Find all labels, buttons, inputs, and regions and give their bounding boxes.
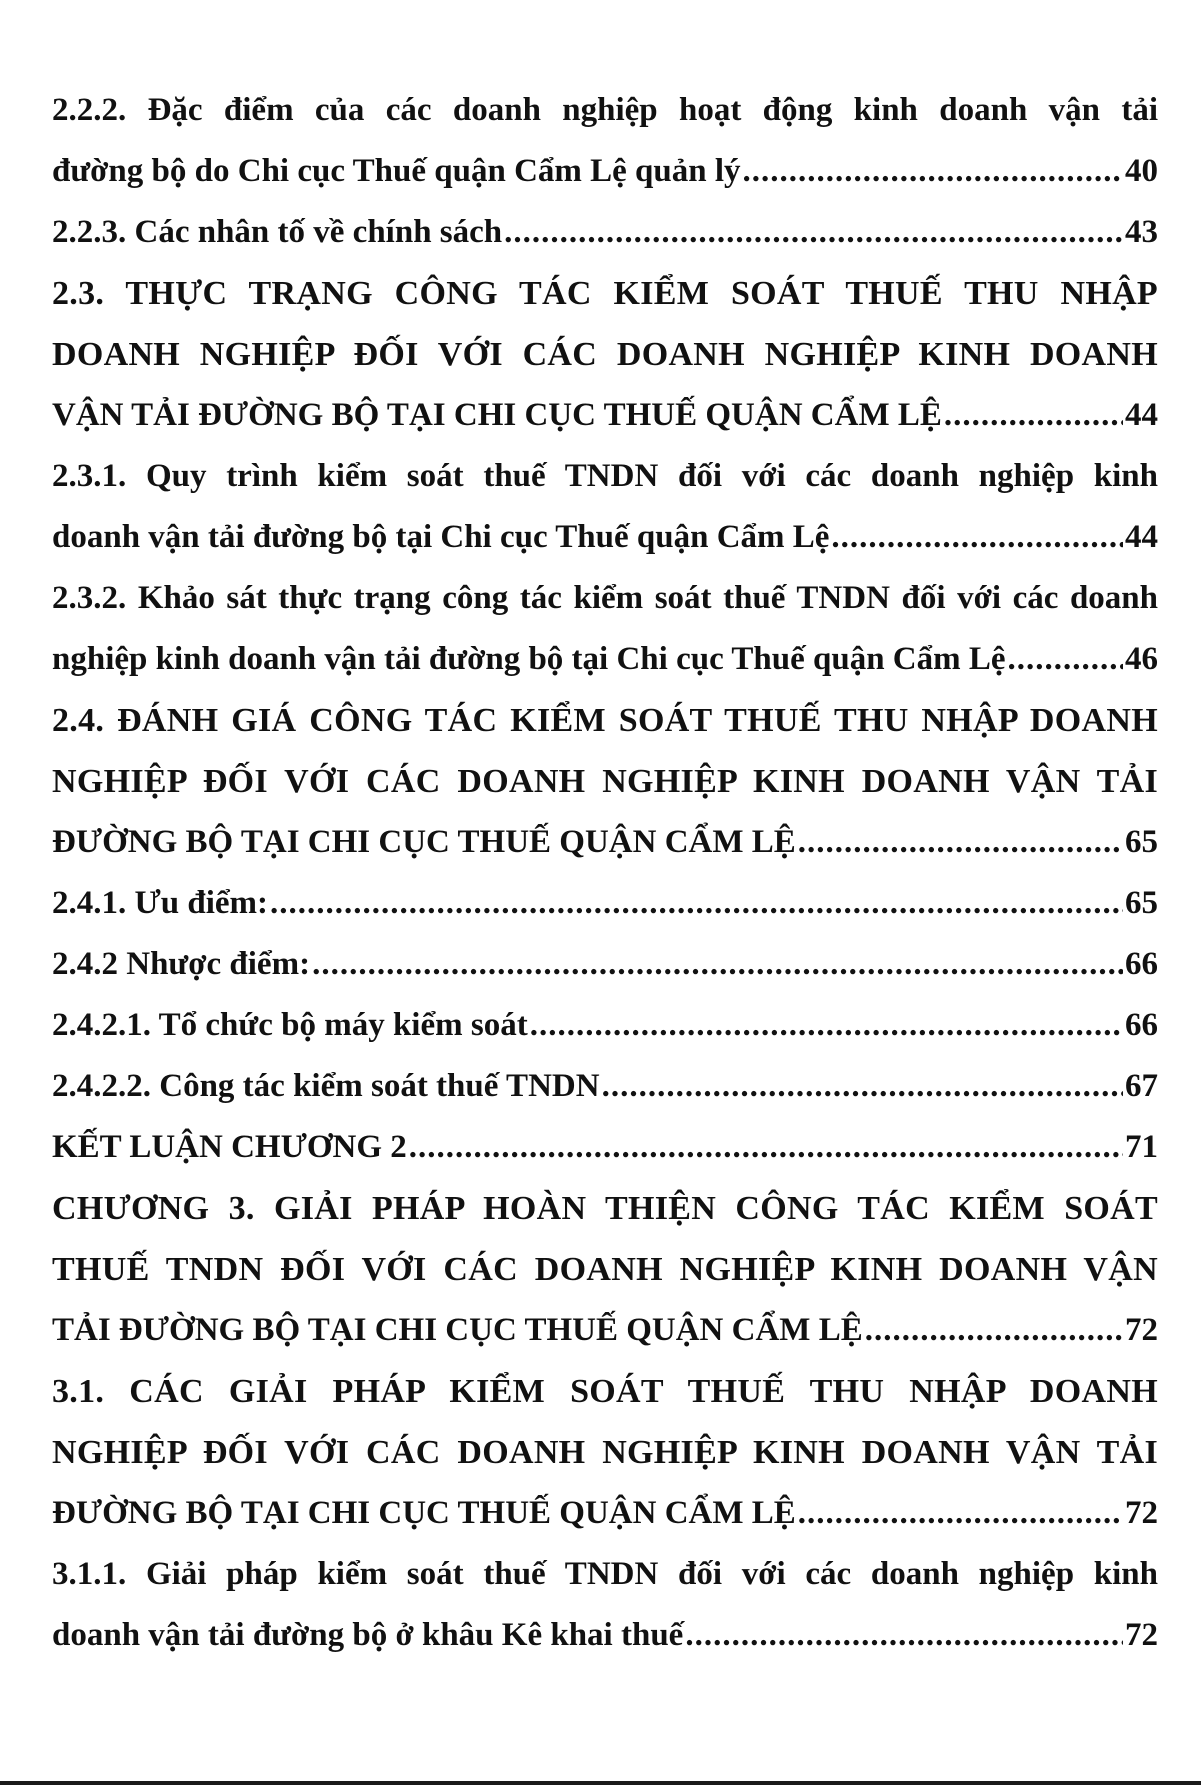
toc-page-number: 40 [1125, 153, 1158, 189]
toc-entry [52, 1178, 1158, 1361]
toc-entry-text: NGHIỆP ĐỐI VỚI CÁC DOANH NGHIỆP KINH DOANH VẬN TẢI [52, 1434, 1158, 1471]
toc-entry-line [52, 1605, 1158, 1666]
toc-entry-text: 2.4. ĐÁNH GIÁ CÔNG TÁC KIỂM SOÁT THUẾ THU NHẬP DOANH [52, 702, 1158, 739]
toc-entry-text: doanh vận tải đường bộ ở khâu Kê khai thuế [52, 1617, 684, 1653]
toc-entry-text: 3.1. CÁC GIẢI PHÁP KIỂM SOÁT THUẾ THU NHẬP DOANH [52, 1373, 1158, 1410]
toc-entry-text: NGHIỆP ĐỐI VỚI CÁC DOANH NGHIỆP KINH DOANH VẬN TẢI [52, 763, 1158, 800]
dot-leader [831, 507, 1123, 568]
dot-leader [504, 202, 1123, 263]
toc-entry [52, 1361, 1158, 1544]
toc-entry-line [52, 812, 1158, 873]
toc-entry-line [52, 1239, 1158, 1300]
toc-entry-line [52, 141, 1158, 202]
toc-entry-text: 2.3.2. Khảo sát thực trạng công tác kiểm soát thuế TNDN đối với các doanh [52, 580, 1158, 616]
toc-entry-text: 2.3. THỰC TRẠNG CÔNG TÁC KIỂM SOÁT THUẾ THU NHẬP [52, 275, 1158, 312]
toc-entry [52, 80, 1158, 202]
dot-leader [944, 385, 1123, 446]
toc-entry-line [52, 1300, 1158, 1361]
toc-entry-text: nghiệp kinh doanh vận tải đường bộ tại Chi cục Thuế quận Cẩm Lệ [52, 641, 1006, 677]
toc-page-number: 67 [1125, 1068, 1158, 1104]
toc-page-number: 43 [1125, 214, 1158, 250]
toc-page-number: 66 [1125, 946, 1158, 982]
toc-entry [52, 568, 1158, 690]
toc-page-number: 44 [1125, 397, 1158, 433]
toc-entry-text: 2.2.2. Đặc điểm của các doanh nghiệp hoạt động kinh doanh vận tải [52, 92, 1158, 128]
dot-leader [270, 873, 1123, 934]
dot-leader [602, 1056, 1123, 1117]
toc-entry-text: DOANH NGHIỆP ĐỐI VỚI CÁC DOANH NGHIỆP KINH DOANH [52, 336, 1158, 373]
dot-leader [798, 812, 1123, 873]
dot-leader [743, 141, 1123, 202]
toc-entry [52, 873, 1158, 934]
toc-entry-text: 2.2.3. Các nhân tố về chính sách [52, 214, 503, 250]
page-bottom-edge [0, 1781, 1201, 1785]
dot-leader [865, 1300, 1123, 1361]
dot-leader [312, 934, 1123, 995]
toc-page-number: 72 [1125, 1617, 1158, 1653]
toc-entry-text: 2.3.1. Quy trình kiểm soát thuế TNDN đối với các doanh nghiệp kinh [52, 458, 1158, 494]
toc-entry-text: CHƯƠNG 3. GIẢI PHÁP HOÀN THIỆN CÔNG TÁC KIỂM SOÁT [52, 1190, 1158, 1227]
toc-entry-text: VẬN TẢI ĐƯỜNG BỘ TẠI CHI CỤC THUẾ QUẬN CẨM LỆ [52, 397, 942, 433]
toc-entry-line [52, 934, 1158, 995]
toc-entry-line [52, 1422, 1158, 1483]
dot-leader [530, 995, 1123, 1056]
toc-entry-line [52, 202, 1158, 263]
toc-entry-line [52, 1117, 1158, 1178]
toc-entry [52, 1117, 1158, 1178]
toc-entry [52, 1544, 1158, 1666]
toc-entry-text: KẾT LUẬN CHƯƠNG 2 [52, 1129, 407, 1165]
toc-entry [52, 1056, 1158, 1117]
toc-entry-line [52, 568, 1158, 629]
toc-entry-text: 2.4.1. Ưu điểm: [52, 885, 269, 921]
toc-entry [52, 690, 1158, 873]
toc-entry-text: 2.4.2 Nhược điểm: [52, 946, 311, 982]
toc-page-number: 46 [1125, 641, 1158, 677]
toc-page-number: 72 [1125, 1312, 1158, 1348]
toc-entry-line [52, 1056, 1158, 1117]
table-of-contents [52, 80, 1158, 1666]
toc-entry-text: 3.1.1. Giải pháp kiểm soát thuế TNDN đối với các doanh nghiệp kinh [52, 1556, 1158, 1592]
toc-entry-line [52, 324, 1158, 385]
dot-leader [1008, 629, 1123, 690]
toc-entry-line [52, 1544, 1158, 1605]
toc-entry [52, 995, 1158, 1056]
toc-entry-line [52, 1483, 1158, 1544]
toc-entry-text: 2.4.2.1. Tổ chức bộ máy kiểm soát [52, 1007, 528, 1043]
toc-entry-text: ĐƯỜNG BỘ TẠI CHI CỤC THUẾ QUẬN CẨM LỆ [52, 824, 796, 860]
toc-page-number: 71 [1125, 1129, 1158, 1165]
toc-entry-text: 2.4.2.2. Công tác kiểm soát thuế TNDN [52, 1068, 600, 1104]
dot-leader [409, 1117, 1123, 1178]
toc-entry-line [52, 690, 1158, 751]
toc-page-number: 65 [1125, 885, 1158, 921]
toc-entry [52, 202, 1158, 263]
toc-entry-line [52, 995, 1158, 1056]
toc-page-number: 66 [1125, 1007, 1158, 1043]
toc-page-number: 44 [1125, 519, 1158, 555]
dot-leader [685, 1605, 1123, 1666]
toc-entry-text: ĐƯỜNG BỘ TẠI CHI CỤC THUẾ QUẬN CẨM LỆ [52, 1495, 796, 1531]
toc-entry-line [52, 263, 1158, 324]
toc-entry-line [52, 1361, 1158, 1422]
toc-entry-text: doanh vận tải đường bộ tại Chi cục Thuế quận Cẩm Lệ [52, 519, 830, 555]
toc-entry-line [52, 80, 1158, 141]
dot-leader [798, 1483, 1123, 1544]
toc-entry [52, 263, 1158, 446]
toc-entry-text: THUẾ TNDN ĐỐI VỚI CÁC DOANH NGHIỆP KINH DOANH VẬN [52, 1251, 1158, 1288]
toc-page-number: 72 [1125, 1495, 1158, 1531]
toc-entry-line [52, 873, 1158, 934]
toc-page-number: 65 [1125, 824, 1158, 860]
toc-entry-line [52, 1178, 1158, 1239]
toc-entry-line [52, 629, 1158, 690]
toc-entry [52, 446, 1158, 568]
toc-entry-line [52, 751, 1158, 812]
toc-entry-line [52, 385, 1158, 446]
toc-entry-line [52, 446, 1158, 507]
toc-entry-text: đường bộ do Chi cục Thuế quận Cẩm Lệ quản lý [52, 153, 741, 189]
toc-entry-line [52, 507, 1158, 568]
toc-entry [52, 934, 1158, 995]
toc-entry-text: TẢI ĐƯỜNG BỘ TẠI CHI CỤC THUẾ QUẬN CẨM LỆ [52, 1312, 863, 1348]
